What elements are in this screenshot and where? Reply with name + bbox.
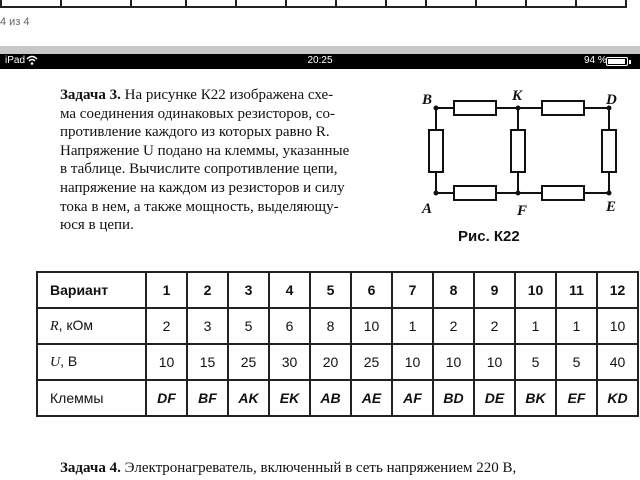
- table-cell: 10: [433, 344, 474, 380]
- table-row: [37, 344, 638, 380]
- battery-icon: [606, 57, 628, 66]
- table-cell: BF: [187, 380, 228, 416]
- table-cell: 6: [269, 308, 310, 344]
- row-label-terminals: Клеммы: [37, 380, 146, 416]
- table-cell: 15: [187, 344, 228, 380]
- previous-page-table: [0, 0, 627, 8]
- table-cell: AB: [310, 380, 351, 416]
- battery-tip: [629, 60, 631, 64]
- circuit-diagram: [414, 78, 634, 223]
- table-header-cell: 5: [310, 272, 351, 308]
- table-cell: [476, 0, 526, 7]
- table-cell: [426, 0, 476, 7]
- table-cell: AK: [228, 380, 269, 416]
- table-cell: [131, 0, 186, 7]
- resistor: [429, 130, 443, 172]
- u-unit: , В: [60, 353, 78, 369]
- table-cell: 10: [474, 344, 515, 380]
- r-symbol: R: [50, 319, 59, 334]
- task3-line: в таблице. Вычислите сопротивление цепи,: [60, 161, 338, 178]
- resistor: [454, 101, 496, 115]
- table-cell: 2: [474, 308, 515, 344]
- task4-line: Электронагреватель, включенный в сеть напряжением 220 В,: [120, 460, 517, 476]
- table-cell: [526, 0, 576, 7]
- table-row: [37, 272, 638, 308]
- table-header-label: Вариант: [37, 272, 146, 308]
- node-label-d: D: [606, 92, 617, 108]
- table-cell: 25: [351, 344, 392, 380]
- task3-line: противление каждого из которых равно R.: [60, 124, 330, 141]
- table-header-cell: 2: [187, 272, 228, 308]
- table-cell: BK: [515, 380, 556, 416]
- task3-line: напряжение на каждом из резисторов и силу: [60, 179, 345, 196]
- table-cell: 25: [228, 344, 269, 380]
- table-cell: [576, 0, 626, 7]
- page-gap: [0, 46, 640, 54]
- node-label-b: B: [422, 92, 433, 108]
- table-cell: EK: [269, 380, 310, 416]
- node-label-e: E: [606, 199, 617, 215]
- table-header-cell: 11: [556, 272, 597, 308]
- node-label-a: A: [422, 201, 433, 217]
- table-cell: KD: [597, 380, 638, 416]
- node: [434, 106, 439, 111]
- table-cell: 1: [556, 308, 597, 344]
- node-label-f: F: [517, 203, 528, 219]
- table-cell: 30: [269, 344, 310, 380]
- u-symbol: U: [50, 355, 61, 370]
- page-indicator: 4 из 4: [0, 16, 30, 28]
- resistor: [542, 186, 584, 200]
- node: [516, 191, 521, 196]
- table-header-cell: 7: [392, 272, 433, 308]
- battery-percent: 94 %: [584, 55, 607, 66]
- table-cell: AF: [392, 380, 433, 416]
- table-row: [37, 308, 638, 344]
- table-header-cell: 12: [597, 272, 638, 308]
- table-cell: 40: [597, 344, 638, 380]
- task4-text: [60, 460, 516, 477]
- table-header-cell: 3: [228, 272, 269, 308]
- node-label-k: K: [512, 88, 523, 104]
- resistor: [454, 186, 496, 200]
- table-cell: 5: [556, 344, 597, 380]
- task3-line: Напряжение U подано на клеммы, указанные: [60, 142, 350, 159]
- clock: 20:25: [307, 55, 333, 66]
- table-cell: [386, 0, 426, 7]
- r-unit: , кОм: [58, 317, 93, 333]
- table-cell: 10: [392, 344, 433, 380]
- resistor: [542, 101, 584, 115]
- node: [607, 191, 612, 196]
- table-header-cell: 1: [146, 272, 187, 308]
- figure-caption: Рис. К22: [458, 228, 520, 245]
- table-cell: BD: [433, 380, 474, 416]
- task3-text: [60, 86, 396, 235]
- table-cell: [1, 0, 61, 7]
- table-cell: 1: [392, 308, 433, 344]
- task3-line: тока в нем, а также мощность, выделяющу-: [60, 198, 339, 215]
- variants-table: [36, 271, 639, 417]
- table-cell: 2: [433, 308, 474, 344]
- battery-fill: [608, 59, 625, 64]
- table-cell: 1: [515, 308, 556, 344]
- table-cell: DE: [474, 380, 515, 416]
- table-header-cell: 9: [474, 272, 515, 308]
- task3-line: ма соединения одинаковых резисторов, со-: [60, 105, 336, 122]
- table-cell: 10: [146, 344, 187, 380]
- table-header-cell: 6: [351, 272, 392, 308]
- table-cell: [336, 0, 386, 7]
- carrier-label: iPad: [5, 55, 26, 66]
- table-cell: 5: [515, 344, 556, 380]
- resistor: [511, 130, 525, 172]
- table-cell: [186, 0, 236, 7]
- table-cell: 10: [597, 308, 638, 344]
- table-cell: [236, 0, 286, 7]
- resistor: [602, 130, 616, 172]
- row-label-r: [37, 308, 146, 344]
- table-cell: 2: [146, 308, 187, 344]
- table-cell: EF: [556, 380, 597, 416]
- previous-page-strip: [0, 0, 640, 46]
- task3-heading: Задача 3.: [60, 87, 121, 103]
- task4-heading: Задача 4.: [60, 460, 121, 476]
- table-cell: 20: [310, 344, 351, 380]
- task3-line: юся в цепи.: [60, 217, 134, 234]
- status-bar: [0, 54, 640, 69]
- table-cell: 5: [228, 308, 269, 344]
- table-cell: DF: [146, 380, 187, 416]
- table-header-cell: 4: [269, 272, 310, 308]
- table-cell: AE: [351, 380, 392, 416]
- table-cell: [286, 0, 336, 7]
- table-cell: 8: [310, 308, 351, 344]
- row-label-u: [37, 344, 146, 380]
- table-header-cell: 10: [515, 272, 556, 308]
- node: [434, 191, 439, 196]
- table-row: [37, 380, 638, 416]
- node: [516, 106, 521, 111]
- table-cell: [61, 0, 131, 7]
- table-header-cell: 8: [433, 272, 474, 308]
- table-cell: 3: [187, 308, 228, 344]
- table-cell: 10: [351, 308, 392, 344]
- task3-line: На рисунке К22 изображена схе-: [120, 87, 334, 103]
